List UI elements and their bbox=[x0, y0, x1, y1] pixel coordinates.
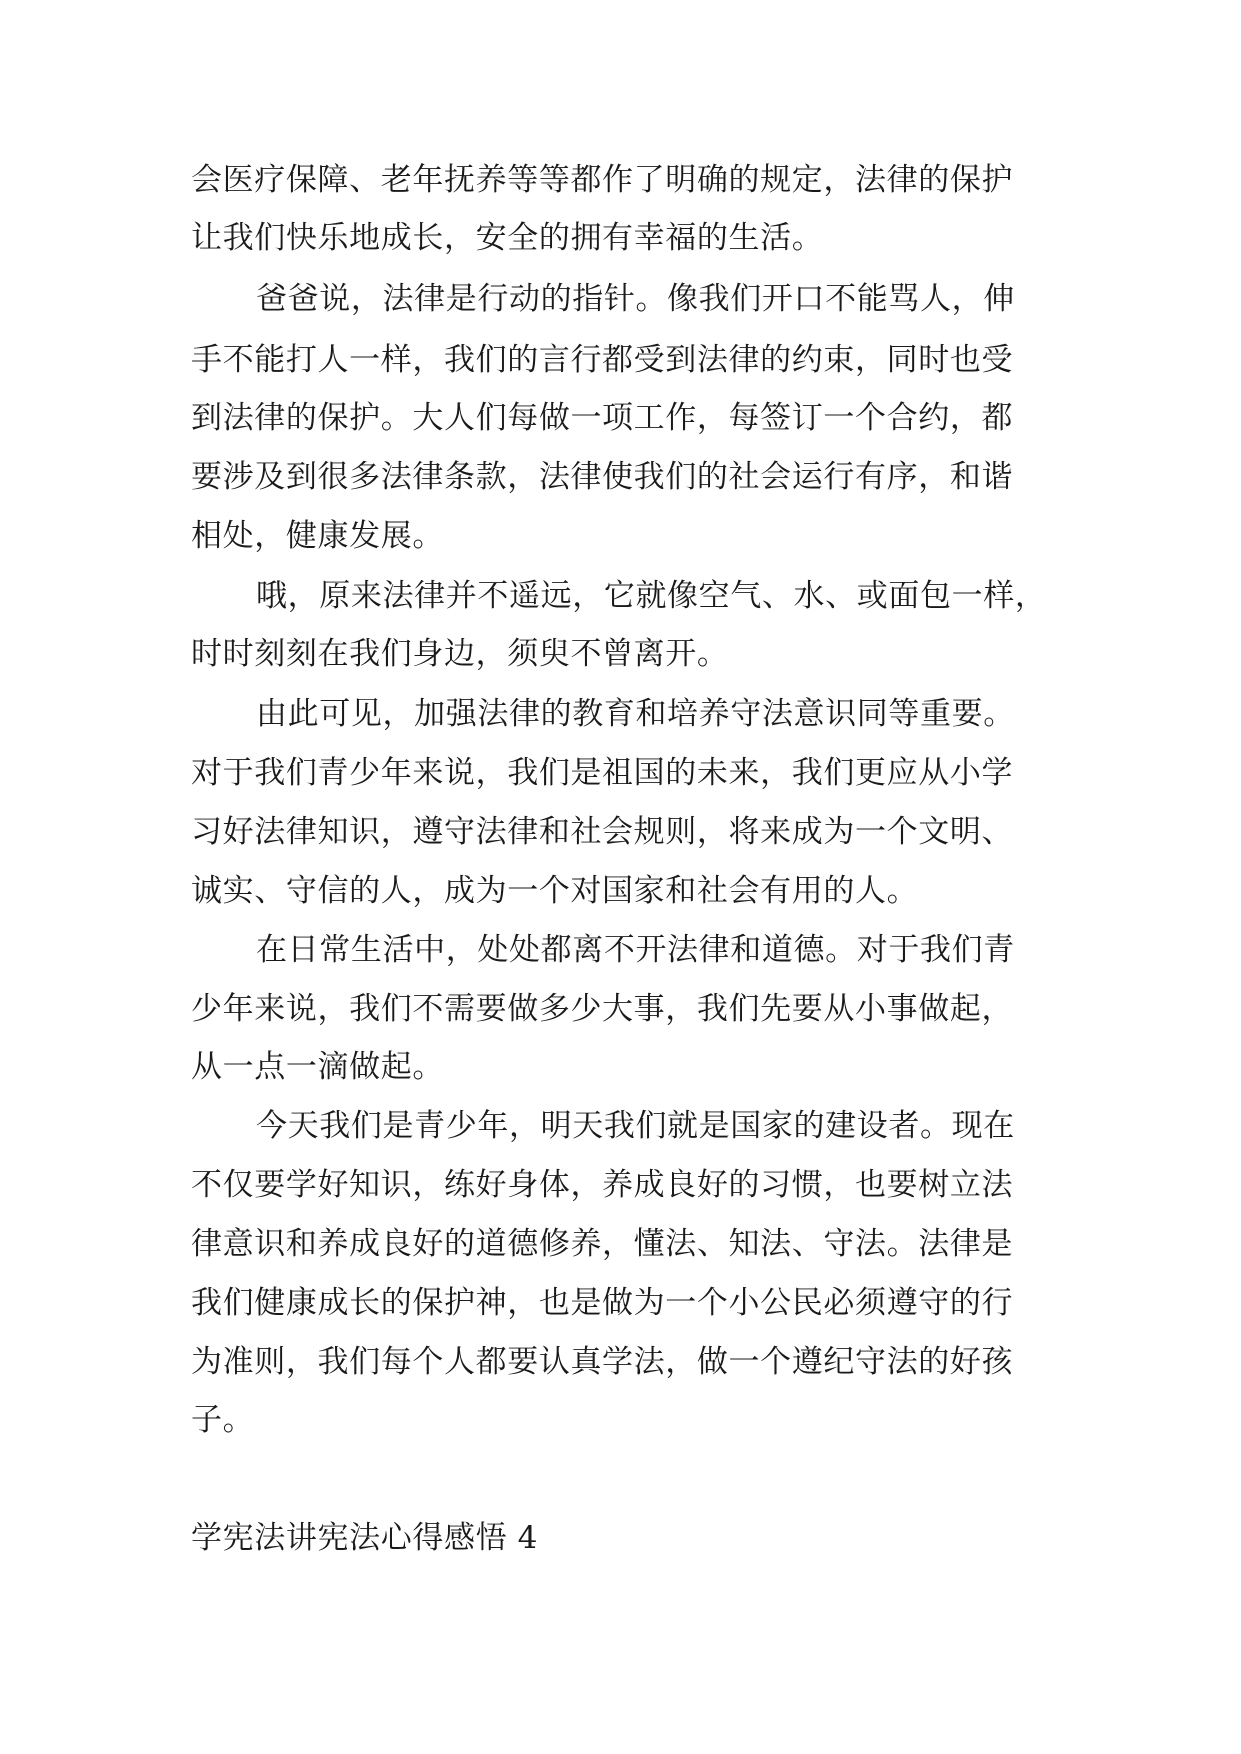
body-text-line: 律意识和养成良好的道德修养，懂法、知法、守法。法律是 bbox=[191, 1226, 1014, 1262]
body-text-line: 到法律的保护。大人们每做一项工作，每签订一个合约，都 bbox=[191, 400, 1014, 436]
body-text-line: 习好法律知识，遵守法律和社会规则，将来成为一个文明、 bbox=[191, 814, 1014, 850]
body-text-line: 让我们快乐地成长，安全的拥有幸福的生活。 bbox=[191, 220, 824, 256]
body-text-line: 时时刻刻在我们身边，须臾不曾离开。 bbox=[191, 636, 729, 672]
body-text-line: 少年来说，我们不需要做多少大事，我们先要从小事做起， bbox=[191, 991, 1014, 1027]
body-text-line: 要涉及到很多法律条款，法律使我们的社会运行有序，和谐 bbox=[191, 459, 1014, 495]
body-text-line: 相处，健康发展。 bbox=[191, 518, 444, 554]
body-text-line: 诚实、守信的人，成为一个对国家和社会有用的人。 bbox=[191, 873, 919, 909]
body-text-line: 由此可见，加强法律的教育和培养守法意识同等重要。 bbox=[256, 696, 1015, 732]
section-heading: 学宪法讲宪法心得感悟 4 bbox=[191, 1520, 539, 1556]
body-text-line: 我们健康成长的保护神，也是做为一个小公民必须遵守的行 bbox=[191, 1285, 1014, 1321]
body-text-line: 为准则，我们每个人都要认真学法，做一个遵纪守法的好孩 bbox=[191, 1344, 1014, 1380]
body-text-line: 不仅要学好知识，练好身体，养成良好的习惯，也要树立法 bbox=[191, 1167, 1014, 1203]
body-text-line: 从一点一滴做起。 bbox=[191, 1049, 444, 1085]
body-text-line: 爸爸说，法律是行动的指针。像我们开口不能骂人，伸 bbox=[256, 281, 1015, 317]
body-text-line: 手不能打人一样，我们的言行都受到法律的约束，同时也受 bbox=[191, 342, 1014, 378]
body-text-line: 对于我们青少年来说，我们是祖国的未来，我们更应从小学 bbox=[191, 755, 1014, 791]
body-text-line: 会医疗保障、老年抚养等等都作了明确的规定，法律的保护 bbox=[191, 162, 1014, 198]
body-text-line: 今天我们是青少年，明天我们就是国家的建设者。现在 bbox=[256, 1108, 1015, 1144]
body-text-line: 子。 bbox=[191, 1402, 255, 1438]
body-text-line: 哦，原来法律并不遥远，它就像空气、水、或面包一样， bbox=[256, 578, 1047, 614]
body-text-line: 在日常生活中，处处都离不开法律和道德。对于我们青 bbox=[256, 932, 1015, 968]
